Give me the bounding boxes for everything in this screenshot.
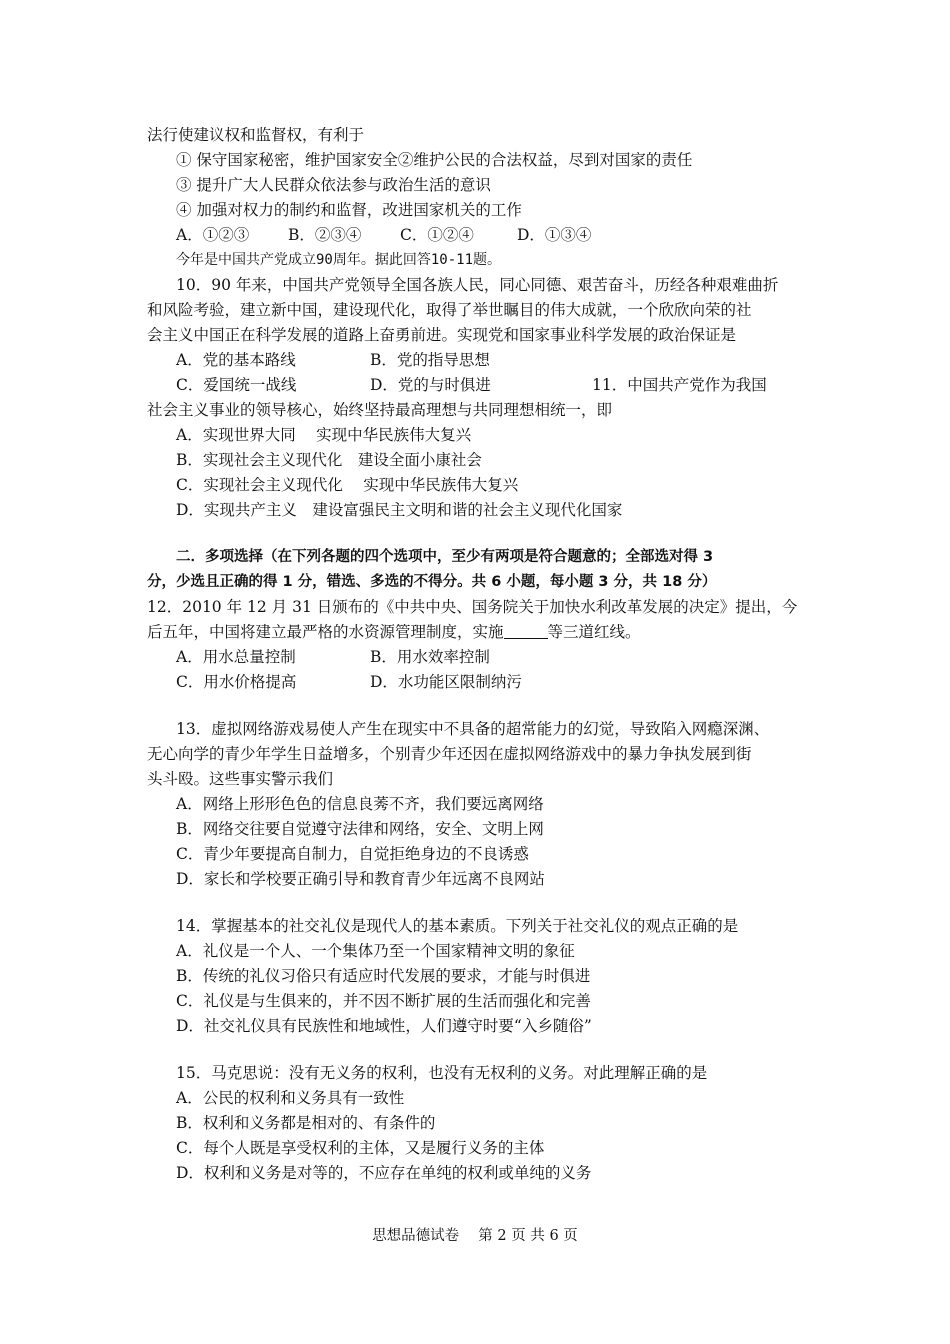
q10-line-1: 10．90 年来，中国共产党领导全国各族人民，同心同德、艰苦奋斗，历经各种艰难曲折: [176, 276, 779, 294]
q11-choice-a: A．实现世界大同 实现中华民族伟大复兴: [176, 426, 472, 444]
q9-continuation: 法行使建议权和监督权，有利于: [147, 126, 365, 144]
q9-choice-c: C．①②④: [400, 226, 474, 244]
section-2-heading: 二．多项选择（在下列各题的四个选项中，至少有两项是符合题意的；全部选对得 3: [176, 549, 714, 565]
q14-choice-b: B．传统的礼仪习俗只有适应时代发展的要求，才能与时俱进: [176, 967, 591, 985]
q14-choice-c: C．礼仪是与生俱来的，并不因不断扩展的生活而强化和完善: [176, 992, 591, 1010]
q11-choice-c: C．实现社会主义现代化 实现中华民族伟大复兴: [176, 476, 519, 494]
q10-choice-a: A．党的基本路线: [176, 351, 296, 369]
q12-line-1: 12．2010 年 12 月 31 日颁布的《中共中央、国务院关于加快水利改革发展的决定》提出，今: [147, 598, 798, 616]
q10-choice-d: D．党的与时俱进: [370, 376, 491, 394]
q14-stem: 14．掌握基本的社交礼仪是现代人的基本素质。下列关于社交礼仪的观点正确的是: [176, 917, 739, 935]
q12-line-2a: 后五年，中国将建立最严格的水资源管理制度，实施: [147, 623, 504, 641]
q13-choice-c: C．青少年要提高自制力，自觉拒绝身边的不良诱惑: [176, 845, 529, 863]
q12-choices-ab: [147, 645, 815, 670]
q15-choice-d: D．权利和义务是对等的，不应存在单纯的权利或单纯的义务: [176, 1164, 592, 1182]
q13-choice-b: B．网络交往要自觉遵守法律和网络，安全、文明上网: [176, 820, 544, 838]
q10-choice-c: C．爱国统一战线: [176, 376, 297, 394]
q10-choices-cd: [147, 373, 815, 398]
q11-line-1: 11．中国共产党作为我国: [592, 376, 767, 394]
q13-line-1: 13．虚拟网络游戏易使人产生在现实中不具备的超常能力的幻觉，导致陷入网瘾深渊、: [176, 720, 770, 738]
q15-stem: 15．马克思说：没有无义务的权利，也没有无权利的义务。对此理解正确的是: [176, 1064, 708, 1082]
q12-choice-c: C．用水价格提高: [176, 673, 297, 691]
q9-choice-a: A．①②③: [176, 226, 250, 244]
q12-line-2b: 等三道红线。: [547, 623, 641, 641]
section-2-heading-cont: 分，少选且正确的得 1 分，错选、多选的不得分。共 6 小题，每小题 3 分，共 18 分）: [147, 574, 717, 590]
q9-statement-1: ① 保守国家秘密，维护国家安全②维护公民的合法权益，尽到对国家的责任: [176, 151, 693, 169]
q9-choice-d: D．①③④: [517, 226, 592, 244]
q14-choice-a: A．礼仪是一个人、一个集体乃至一个国家精神文明的象征: [176, 942, 575, 960]
q14-choice-d: D．社交礼仪具有民族性和地域性，人们遵守时要“入乡随俗”: [176, 1017, 592, 1035]
q15-choice-c: C．每个人既是享受权利的主体，又是履行义务的主体: [176, 1139, 545, 1157]
q9-statement-3: ④ 加强对权力的制约和监督，改进国家机关的工作: [176, 201, 522, 219]
q9-choice-b: B．②③④: [288, 226, 362, 244]
q10-line-3: 会主义中国正在科学发展的道路上奋勇前进。实现党和国家事业科学发展的政治保证是: [147, 326, 737, 344]
page-footer: 思想品德试卷 第 2 页 共 6 页: [372, 1228, 578, 1244]
q13-line-2: 无心向学的青少年学生日益增多，个别青少年还因在虚拟网络游戏中的暴力争执发展到街: [147, 745, 752, 763]
q12-line-2: [147, 620, 815, 645]
q13-choice-d: D．家长和学校要正确引导和教育青少年远离不良网站: [176, 870, 545, 888]
q13-choice-a: A．网络上形形色色的信息良莠不齐，我们要远离网络: [176, 795, 544, 813]
q11-choice-d: D．实现共产主义 建设富强民主文明和谐的社会主义现代化国家: [176, 501, 623, 519]
q12-blank: [504, 624, 548, 639]
q9-statement-2: ③ 提升广大人民群众依法参与政治生活的意识: [176, 176, 491, 194]
q12-choices-cd: [147, 670, 815, 695]
q15-choice-b: B．权利和义务都是相对的、有条件的: [176, 1114, 436, 1132]
q15-choice-a: A．公民的权利和义务具有一致性: [176, 1089, 405, 1107]
note-10-11: 今年是中国共产党成立90周年。据此回答10-11题。: [176, 252, 501, 268]
q11-choice-b: B．实现社会主义现代化 建设全面小康社会: [176, 451, 482, 469]
q10-line-2: 和风险考验，建立新中国，建设现代化，取得了举世瞩目的伟大成就，一个欣欣向荣的社: [147, 301, 752, 319]
q12-choice-b: B．用水效率控制: [370, 648, 490, 666]
q13-line-3: 头斗殴。这些事实警示我们: [147, 770, 334, 788]
q12-choice-d: D．水功能区限制纳污: [370, 673, 522, 691]
q10-choice-b: B．党的指导思想: [370, 351, 490, 369]
exam-content: [147, 123, 815, 1186]
q12-choice-a: A．用水总量控制: [176, 648, 296, 666]
q9-choices: [147, 223, 815, 248]
q10-choices-ab: [147, 348, 815, 373]
q11-line-2: 社会主义事业的领导核心，始终坚持最高理想与共同理想相统一，即: [147, 401, 613, 419]
